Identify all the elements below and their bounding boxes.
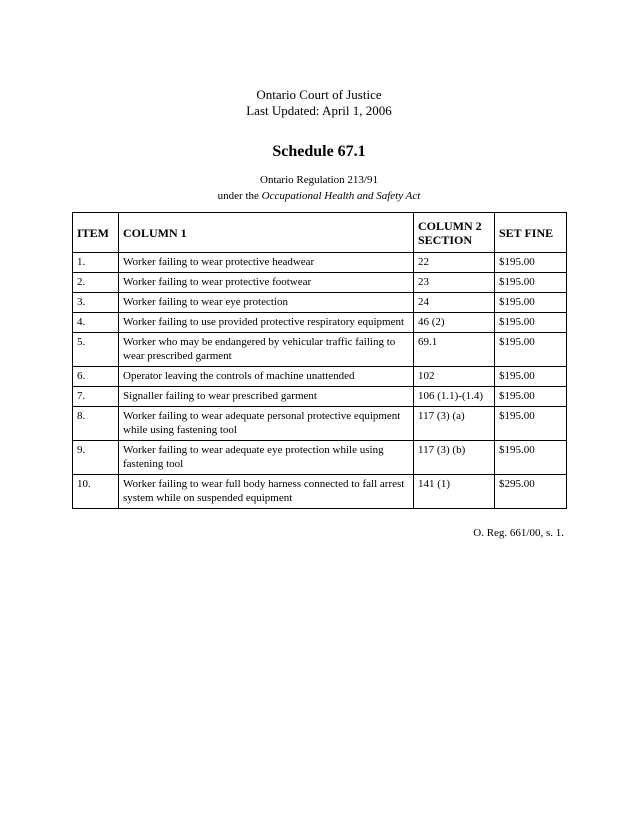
row-description: Worker failing to wear protective footwear [119, 273, 414, 293]
table-row [73, 407, 567, 441]
act-prefix: under the [217, 190, 262, 202]
table-row [73, 313, 567, 333]
row-description: Worker who may be endangered by vehicular traffic failing to wear prescribed garment [119, 333, 414, 367]
table-row [73, 293, 567, 313]
regulation-number: Ontario Regulation 213/91 [260, 174, 378, 186]
row-item: 3. [73, 293, 119, 313]
table-row [73, 387, 567, 407]
row-item: 2. [73, 273, 119, 293]
table-row [73, 441, 567, 475]
row-description: Worker failing to wear protective headwear [119, 253, 414, 273]
act-reference [0, 190, 638, 202]
row-item: 4. [73, 313, 119, 333]
header-column-2 [414, 213, 495, 253]
row-item: 9. [73, 441, 119, 475]
row-section: 69.1 [414, 333, 495, 367]
row-description: Worker failing to wear full body harness connected to fall arrest system while on suspended equipment [119, 475, 414, 509]
row-description: Worker failing to wear adequate personal protective equipment while using fastening tool [119, 407, 414, 441]
table-row [73, 253, 567, 273]
table-row [73, 273, 567, 293]
row-item: 7. [73, 387, 119, 407]
row-item: 1. [73, 253, 119, 273]
row-section: 141 (1) [414, 475, 495, 509]
row-fine: $195.00 [495, 333, 567, 367]
header-item: ITEM [73, 213, 119, 253]
table-row [73, 475, 567, 509]
row-section: 46 (2) [414, 313, 495, 333]
row-item: 5. [73, 333, 119, 367]
row-section: 106 (1.1)-(1.4) [414, 387, 495, 407]
row-fine: $195.00 [495, 253, 567, 273]
table-row [73, 333, 567, 367]
row-item: 6. [73, 367, 119, 387]
row-item: 10. [73, 475, 119, 509]
act-name: Occupational Health and Safety Act [261, 190, 421, 202]
row-fine: $195.00 [495, 293, 567, 313]
table-row [73, 367, 567, 387]
row-fine: $195.00 [495, 407, 567, 441]
row-section: 24 [414, 293, 495, 313]
header-set-fine: SET FINE [495, 213, 567, 253]
row-fine: $195.00 [495, 387, 567, 407]
row-item: 8. [73, 407, 119, 441]
row-description: Worker failing to use provided protective respiratory equipment [119, 313, 414, 333]
row-description: Signaller failing to wear prescribed garment [119, 387, 414, 407]
header-column-2-line2: SECTION [418, 232, 473, 247]
regulation-citation: O. Reg. 661/00, s. 1. [473, 527, 564, 539]
row-fine: $295.00 [495, 475, 567, 509]
header-column-1: COLUMN 1 [119, 213, 414, 253]
row-description: Operator leaving the controls of machine unattended [119, 367, 414, 387]
row-fine: $195.00 [495, 367, 567, 387]
row-description: Worker failing to wear eye protection [119, 293, 414, 313]
row-section: 117 (3) (a) [414, 407, 495, 441]
row-fine: $195.00 [495, 441, 567, 475]
header-column-2-line1: COLUMN 2 [418, 218, 482, 233]
row-fine: $195.00 [495, 313, 567, 333]
last-updated: Last Updated: April 1, 2006 [246, 103, 392, 118]
fines-table [72, 212, 567, 509]
row-section: 22 [414, 253, 495, 273]
row-description: Worker failing to wear adequate eye protection while using fastening tool [119, 441, 414, 475]
table-body [73, 253, 567, 509]
schedule-title: Schedule 67.1 [272, 143, 366, 160]
row-section: 23 [414, 273, 495, 293]
row-section: 102 [414, 367, 495, 387]
row-section: 117 (3) (b) [414, 441, 495, 475]
court-name: Ontario Court of Justice [256, 87, 382, 102]
table-header-row [73, 213, 567, 253]
row-fine: $195.00 [495, 273, 567, 293]
